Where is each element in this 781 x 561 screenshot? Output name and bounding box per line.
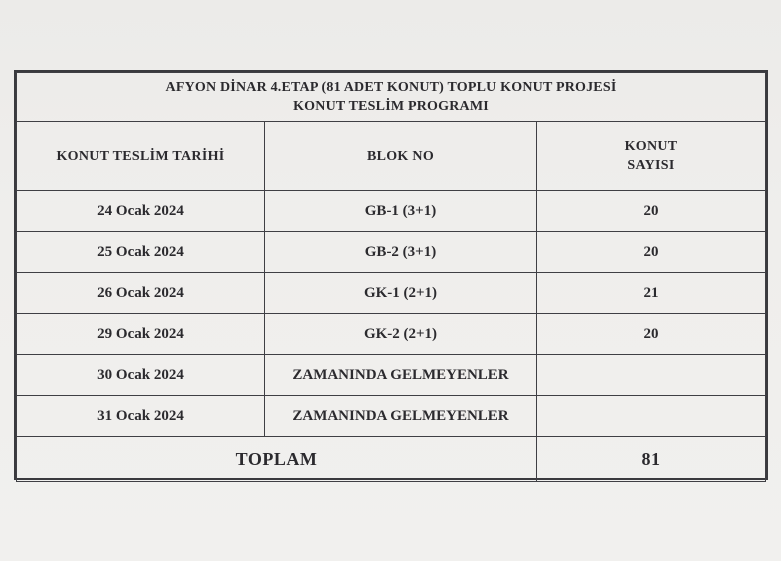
header-unit-count-line1: KONUT [624, 139, 678, 154]
table-row [17, 396, 766, 437]
cell-date: 30 Ocak 2024 [17, 355, 265, 396]
header-unit-count-line2: SAYISI [627, 158, 675, 173]
cell-date: 25 Ocak 2024 [17, 232, 265, 273]
table-row [17, 273, 766, 314]
total-label: TOPLAM [17, 437, 537, 482]
total-row [17, 437, 766, 482]
title-line-project: AFYON DİNAR 4.ETAP (81 ADET KONUT) TOPLU KONUT PROJESİ [165, 80, 617, 95]
cell-block: GK-1 (2+1) [265, 273, 537, 314]
table-row [17, 314, 766, 355]
header-row [17, 122, 766, 191]
delivery-schedule-sheet [14, 70, 768, 480]
table-row [17, 232, 766, 273]
cell-block: GK-2 (2+1) [265, 314, 537, 355]
table-row [17, 191, 766, 232]
cell-date: 31 Ocak 2024 [17, 396, 265, 437]
delivery-schedule-table [16, 72, 766, 482]
cell-block: GB-2 (3+1) [265, 232, 537, 273]
header-delivery-date: KONUT TESLİM TARİHİ [17, 122, 265, 191]
header-unit-count [537, 122, 766, 191]
title-line-program: KONUT TESLİM PROGRAMI [293, 99, 489, 114]
cell-count: 20 [537, 314, 766, 355]
cell-count [537, 396, 766, 437]
cell-count: 20 [537, 191, 766, 232]
cell-count: 20 [537, 232, 766, 273]
cell-count [537, 355, 766, 396]
cell-count: 21 [537, 273, 766, 314]
cell-block: ZAMANINDA GELMEYENLER [265, 355, 537, 396]
total-value: 81 [537, 437, 766, 482]
document-title [17, 73, 766, 122]
cell-date: 24 Ocak 2024 [17, 191, 265, 232]
cell-block: GB-1 (3+1) [265, 191, 537, 232]
table-row [17, 355, 766, 396]
cell-date: 29 Ocak 2024 [17, 314, 265, 355]
title-row [17, 73, 766, 122]
cell-date: 26 Ocak 2024 [17, 273, 265, 314]
cell-block: ZAMANINDA GELMEYENLER [265, 396, 537, 437]
header-block-no: BLOK NO [265, 122, 537, 191]
